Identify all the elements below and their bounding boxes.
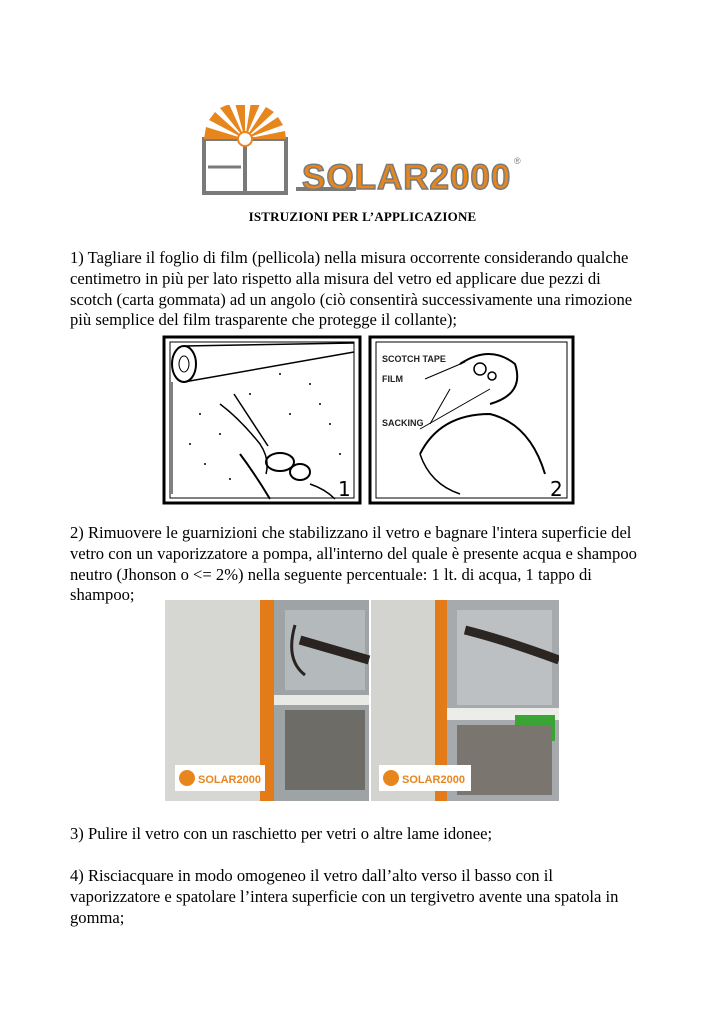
solar2000-logo	[200, 105, 525, 197]
sketch-label-film: FILM	[382, 374, 403, 384]
step-3-line: 3) Pulire il vetro con un raschietto per vetri o altre lame idonee;	[70, 824, 493, 843]
step-1-line: centimetro in più per lato rispetto alla misura del vetro ed applicare due pezzi di	[70, 268, 601, 288]
document-heading: ISTRUZIONI PER L’APPLICAZIONE	[248, 209, 477, 224]
step-2-paragraph	[70, 523, 660, 606]
step-4-paragraph	[70, 866, 660, 928]
photo-2	[371, 600, 559, 801]
photo-1-watermark: SOLAR2000	[198, 774, 261, 786]
step-1-line: 1) Tagliare il foglio di film (pellicola) nella misura occorrente considerando qualche	[70, 248, 629, 267]
photo-2-watermark: SOLAR2000	[402, 774, 465, 786]
step-2-line: 2) Rimuovere le guarnizioni che stabilizzano il vetro e bagnare l'intera superficie del	[70, 523, 632, 542]
step-2-line: shampoo;	[70, 585, 135, 605]
application-sketch	[160, 334, 577, 506]
step-1-line: scotch (carta gommata) ad un angolo (ciò consentirà successivamente una rimozione	[70, 289, 633, 309]
sun-window-icon	[204, 105, 286, 193]
registered-mark: ®	[514, 156, 521, 166]
photo-1	[165, 600, 369, 801]
step-1-paragraph	[70, 248, 660, 331]
step-4-line: vaporizzatore e spatolare l’intera superficie con un tergivetro avente una spatola in	[70, 886, 619, 906]
sketch-panel-2	[370, 337, 573, 503]
sketch-label-sacking: SACKING	[382, 418, 424, 428]
step-2-line: neutro (Jhonson o <= 2%) nella seguente percentuale: 1 lt. di acqua, 1 tappo di	[70, 564, 592, 584]
sketch-number-2: 2	[550, 477, 563, 501]
step-1-line: più semplice del film trasparente che protegge il collante);	[70, 310, 458, 330]
step-2-line: vetro con un vaporizzatore a pompa, all'interno del quale è presente acqua e shampoo	[70, 543, 637, 563]
application-photos	[165, 600, 559, 801]
sketch-number-1: 1	[338, 477, 351, 501]
step-4-line: 4) Risciacquare in modo omogeneo il vetro dall’alto verso il basso con il	[70, 866, 553, 885]
sketch-label-scotch-tape: SCOTCH TAPE	[382, 354, 446, 364]
step-3-paragraph	[70, 824, 660, 845]
step-4-line: gomma;	[70, 907, 125, 927]
logo-wordmark: SOLAR2000	[302, 158, 512, 197]
sketch-panel-1	[164, 337, 360, 503]
